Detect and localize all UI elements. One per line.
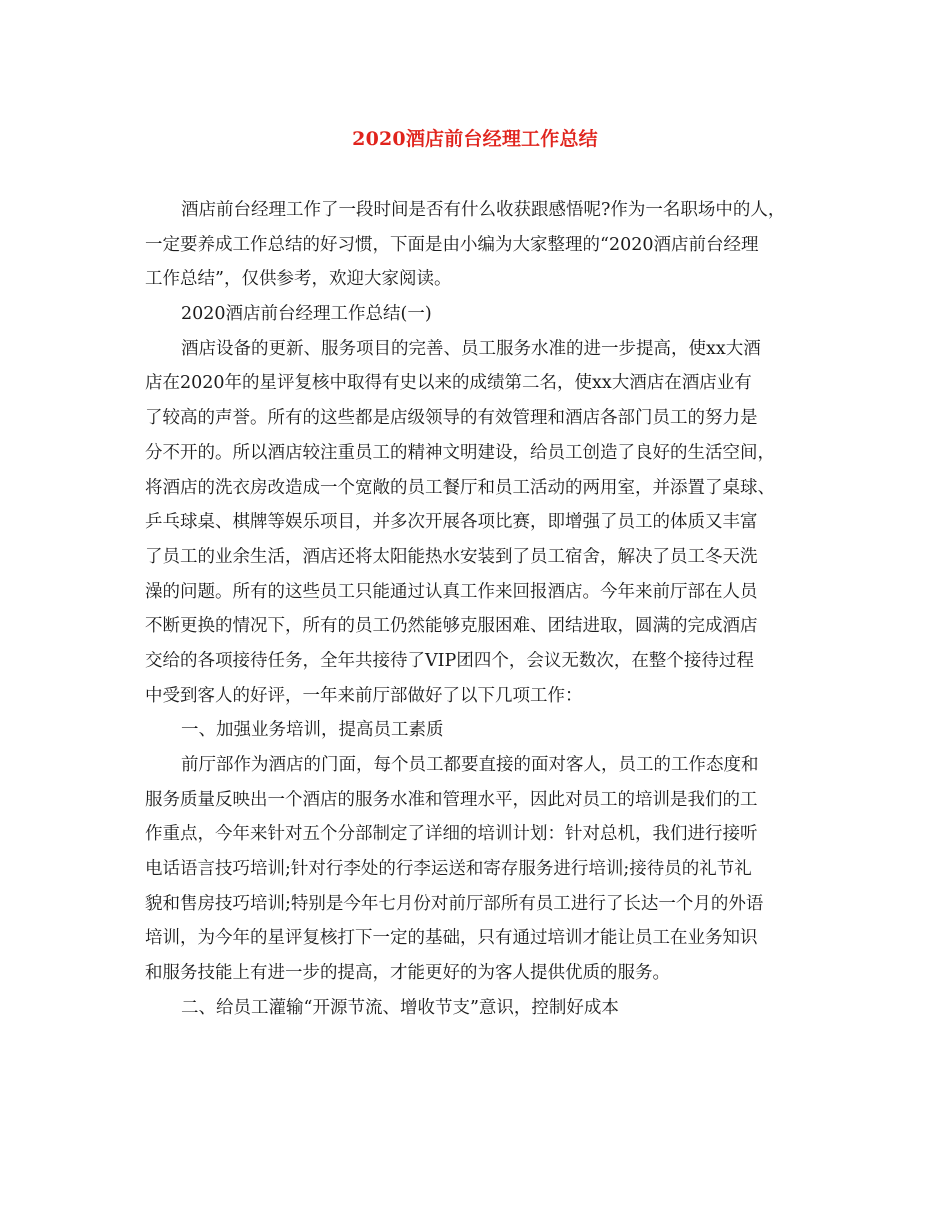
text-line: 酒店前台经理工作了一段时间是否有什么收获跟感悟呢?作为一名职场中的人， <box>181 200 786 220</box>
text-line: 二、给员工灌输“开源节流、增收节支”意识，控制好成本 <box>181 997 619 1018</box>
text-line: 一、加强业务培训，提高员工素质 <box>181 720 444 741</box>
text-line: 中受到客人的好评，一年来前厅部做好了以下几项工作： <box>145 685 583 706</box>
text-line: 和服务技能上有进一步的提高，才能更好的为客人提供优质的服务。 <box>145 963 670 984</box>
text-line: 将酒店的洗衣房改造成一个宽敞的员工餐厅和员工活动的两用室，并添置了桌球、 <box>145 477 775 498</box>
text-line: 工作总结”，仅供参考，欢迎大家阅读。 <box>145 269 452 290</box>
text-line: 前厅部作为酒店的门面，每个员工都要直接的面对客人，员工的工作态度和 <box>181 755 759 775</box>
text-line: 了较高的声誉。所有的这些都是店级领导的有效管理和酒店各部门员工的努力是 <box>145 408 758 429</box>
text-line: 2020酒店前台经理工作总结(一) <box>181 304 432 325</box>
text-line: 一定要养成工作总结的好习惯，下面是由小编为大家整理的“2020酒店前台经理 <box>145 234 759 255</box>
text-line: 了员工的业余生活，酒店还将太阳能热水安装到了员工宿舍，解决了员工冬天洗 <box>145 546 758 567</box>
text-line: 澡的问题。所有的这些员工只能通过认真工作来回报酒店。今年来前厅部在人员 <box>145 581 758 602</box>
text-line: 乒乓球桌、棋牌等娱乐项目，并多次开展各项比赛，即增强了员工的体质又丰富 <box>145 512 758 533</box>
text-line: 电话语言技巧培训;针对行李处的行李运送和寄存服务进行培训;接待员的礼节礼 <box>145 859 752 880</box>
text-line: 酒店设备的更新、服务项目的完善、员工服务水准的进一步提高，使xx大酒 <box>181 338 761 359</box>
text-line: 交给的各项接待任务，全年共接待了VIP团四个，会议无数次，在整个接待过程 <box>145 650 754 671</box>
document-body <box>145 193 807 1026</box>
text-line: 作重点，今年来针对五个分部制定了详细的培训计划：针对总机，我们进行接听 <box>145 824 758 845</box>
text-line: 培训，为今年的星评复核打下一定的基础，只有通过培训才能让员工在业务知识 <box>145 928 758 949</box>
text-line: 不断更换的情况下，所有的员工仍然能够克服困难、团结进取，圆满的完成酒店 <box>145 616 758 637</box>
text-line: 分不开的。所以酒店较注重员工的精神文明建设，给员工创造了良好的生活空间， <box>145 442 775 463</box>
text-line: 貌和售房技巧培训;特别是今年七月份对前厅部所有员工进行了长达一个月的外语 <box>145 893 764 914</box>
document-title: 2020酒店前台经理工作总结 <box>352 128 598 150</box>
text-line: 服务质量反映出一个酒店的服务水准和管理水平，因此对员工的培训是我们的工 <box>145 789 758 810</box>
text-line: 店在2020年的星评复核中取得有史以来的成绩第二名，使xx大酒店在酒店业有 <box>145 373 752 394</box>
